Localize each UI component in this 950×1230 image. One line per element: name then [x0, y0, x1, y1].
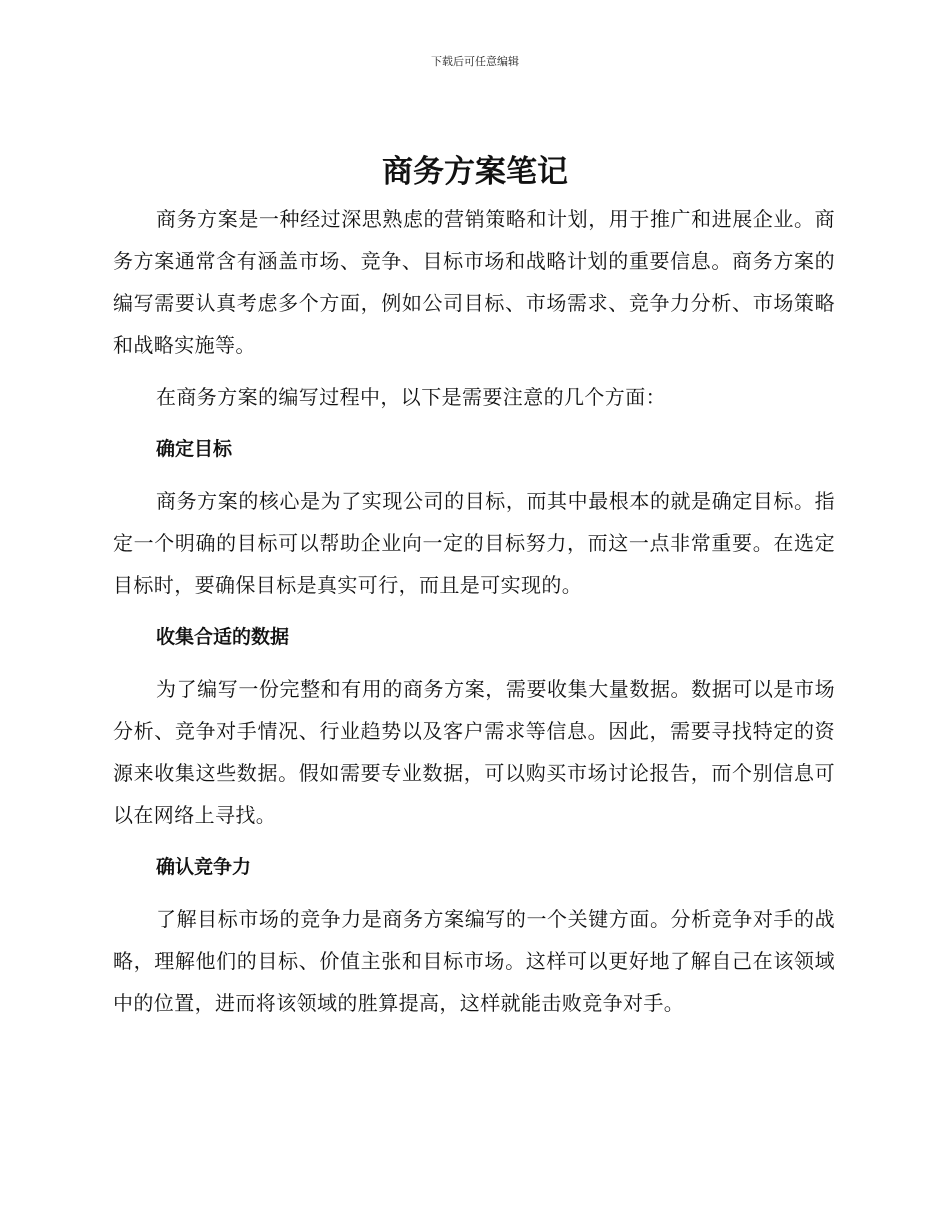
document-body	[113, 198, 835, 1034]
header-note: 下载后可任意编辑	[431, 55, 519, 68]
paragraph-intro: 商务方案是一种经过深思熟虑的营销策略和计划，用于推广和进展企业。商务方案通常含有涵盖市场、竞争、目标市场和战略计划的重要信息。商务方案的编写需要认真考虑多个方面，例如公司目标、市场需求、竞争力分析、市场策略和战略实施等。	[113, 207, 835, 357]
section-heading-data: 收集合适的数据	[156, 626, 290, 648]
paragraph-data: 为了编写一份完整和有用的商务方案，需要收集大量数据。数据可以是市场分析、竞争对手情况、行业趋势以及客户需求等信息。因此，需要寻找特定的资源来收集这些数据。假如需要专业数据，可以购买市场讨论报告，而个别信息可以在网络上寻找。	[113, 677, 835, 827]
paragraph-competition: 了解目标市场的竞争力是商务方案编写的一个关键方面。分析竞争对手的战略，理解他们的目标、价值主张和目标市场。这样可以更好地了解自己在该领域中的位置，进而将该领域的胜算提高，这样就能击败竞争对手。	[113, 907, 835, 1015]
paragraph-aspects-lead: 在商务方案的编写过程中，以下是需要注意的几个方面：	[156, 385, 666, 409]
section-heading-goals: 确定目标	[156, 438, 233, 460]
page-title: 商务方案笔记	[382, 154, 568, 190]
paragraph-goals: 商务方案的核心是为了实现公司的目标，而其中最根本的就是确定目标。指定一个明确的目标可以帮助企业向一定的目标努力，而这一点非常重要。在选定目标时，要确保目标是真实可行，而且是可实现的。	[113, 489, 835, 597]
section-heading-competition: 确认竞争力	[156, 856, 252, 878]
